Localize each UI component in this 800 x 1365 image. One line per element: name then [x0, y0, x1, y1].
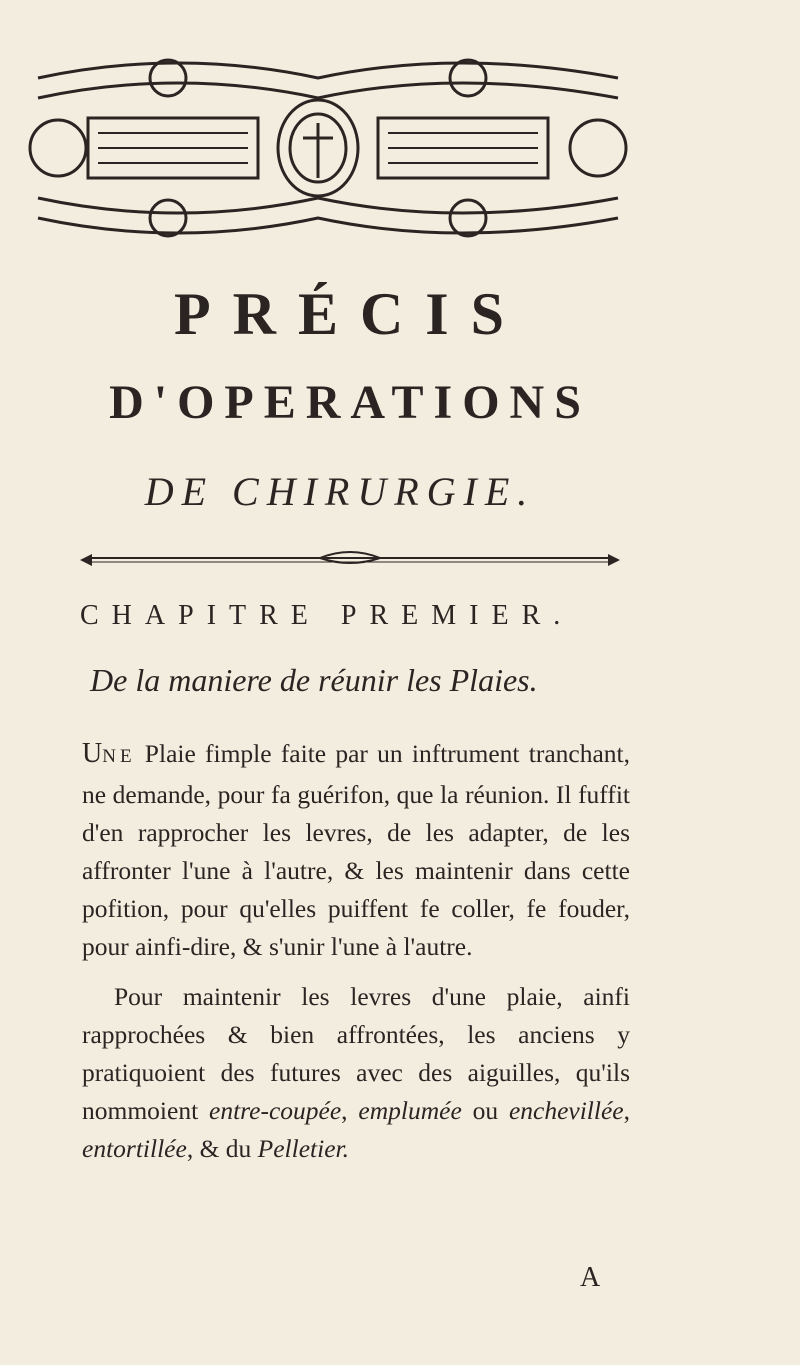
p2-text-e: , & du [186, 1134, 258, 1163]
chapter-subtitle: De la maniere de réunir les Plaies. [90, 662, 538, 698]
p2-text-d: , [623, 1096, 630, 1125]
title-chirurgie: DE CHIRURGIE. [144, 469, 536, 514]
paragraph-2 [82, 978, 630, 1168]
decorative-rule [80, 548, 620, 572]
paragraph-1-text: Plaie fimple faite par un inftrument tranchant, ne demande, pour fa guérifon, que la réunion. Il fuffit d'en rapprocher les levres, de les adapter, de les affronter l'une à l'autre, & les maintenir dans cette pofition, pour qu'elles puiffent fe coller, fe fouder, pour ainfi-dire, & s'unir l'une à l'autre. [82, 739, 630, 961]
small-caps: NE [102, 746, 136, 767]
p2-italic-e: Pelletier. [257, 1134, 349, 1163]
p2-text-a: Pour maintenir les levres d'une plaie, ainfi rapprochées & bien affrontées, les anciens y pratiquoient des futures avec des aiguilles, qu'ils nommoient [82, 982, 630, 1125]
body-text [82, 735, 630, 1168]
drop-cap: U [82, 738, 103, 769]
chapter-heading: CHAPITRE PREMIER. [80, 600, 574, 631]
headpiece-ornament [18, 38, 638, 258]
paragraph-1 [82, 735, 630, 966]
p2-italic-d: entortillée [82, 1134, 187, 1163]
title-precis: PRÉCIS [173, 281, 527, 347]
signature-mark: A [580, 1262, 601, 1293]
title-operations: D'OPERATIONS [109, 376, 591, 429]
p2-text-b: , [341, 1096, 359, 1125]
p2-italic-b: emplumée [358, 1096, 462, 1125]
p2-italic-a: entre-coupée [209, 1096, 342, 1125]
p2-italic-c: enchevillée [508, 1096, 624, 1125]
p2-text-c: ou [461, 1096, 509, 1125]
